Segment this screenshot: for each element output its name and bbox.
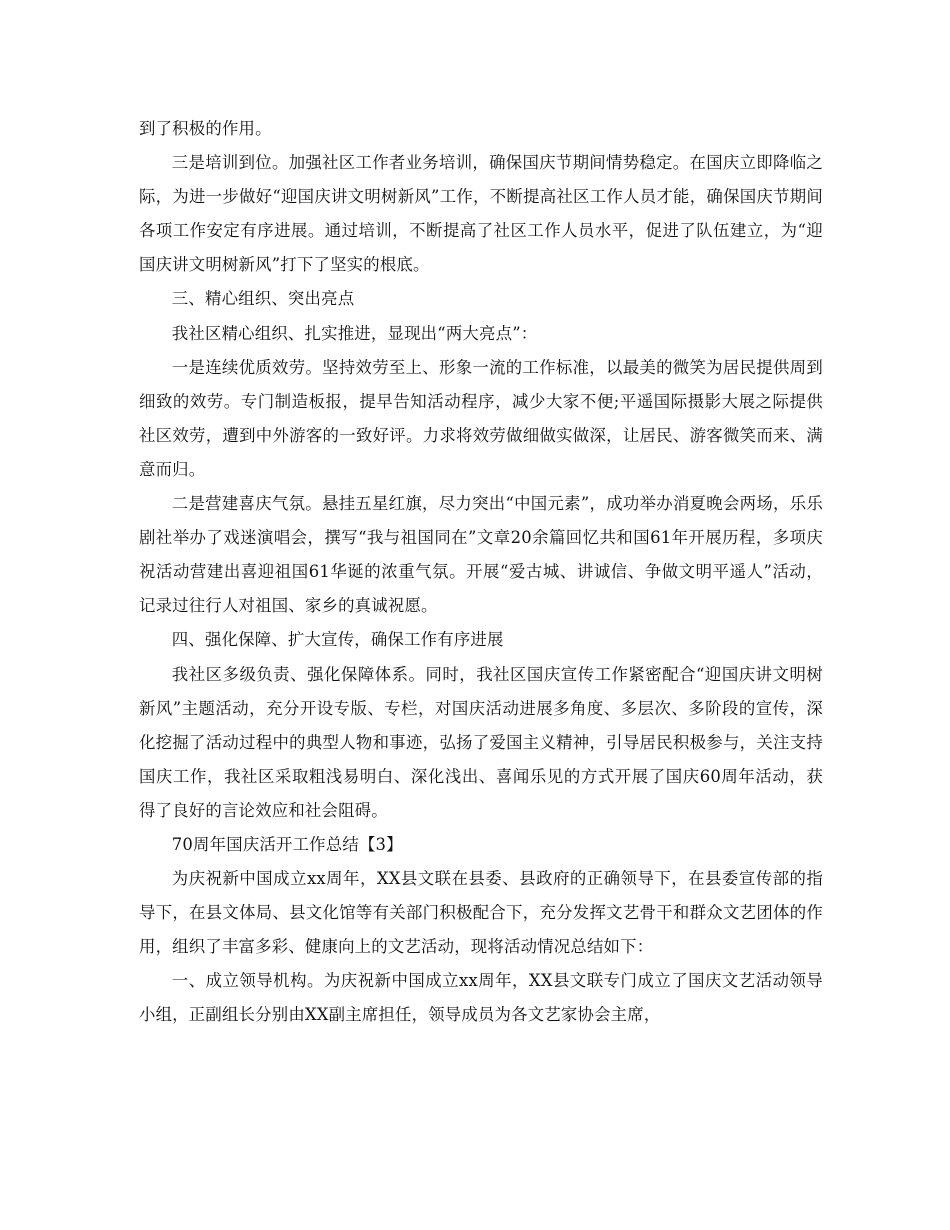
paragraph-service: 一是连续优质效劳。坚持效劳至上、形象一流的工作标准，以最美的微笑为居民提供周到细致的效劳。专门制造板报，提早告知活动程序，减少大家不便;平遥国际摄影大展之际提供社区效劳，遭到中外游客的一致好评。力求将效劳做细做实做深，让居民、游客微笑而来、满意而归。 <box>139 357 823 479</box>
document-body <box>139 112 823 1033</box>
paragraph-highlights-intro: 我社区精心组织、扎实推进，显现出“两大亮点”： <box>171 323 538 343</box>
paragraph-continuation: 到了积极的作用。 <box>139 119 272 138</box>
section-heading-4: 四、强化保障、扩大宣传，确保工作有序进展 <box>171 630 504 650</box>
section-heading-3: 三、精心组织、突出亮点 <box>171 289 355 309</box>
paragraph-leadership: 一、成立领导机构。为庆祝新中国成立xx周年，XX县文联专门成立了国庆文艺活动领导小组，正副组长分别由XX副主席担任，领导成员为各文艺家协会主席， <box>139 971 823 1025</box>
paragraph-training: 三是培训到位。加强社区工作者业务培训，确保国庆节期间情势稳定。在国庆立即降临之际，为进一步做好“迎国庆讲文明树新风”工作，不断提高社区工作人员才能，确保国庆节期间各项工作安定有序进展。通过培训，不断提高了社区工作人员水平，促进了队伍建立，为“迎国庆讲文明树新风”打下了坚实的根底。 <box>139 153 823 275</box>
paragraph-atmosphere: 二是营建喜庆气氛。悬挂五星红旗，尽力突出“中国元素”，成功举办消夏晚会两场，乐乐剧社举办了戏迷演唱会，撰写“我与祖国同在”文章20余篇回忆共和国61年开展历程，多项庆祝活动营建出喜迎祖国61华诞的浓重气氛。开展“爱古城、讲诚信、争做文明平遥人”活动，记录过往行人对祖国、家乡的真诚祝愿。 <box>139 494 823 616</box>
paragraph-publicity: 我社区多级负责、强化保障体系。同时，我社区国庆宣传工作紧密配合“迎国庆讲文明树新风”主题活动，充分开设专版、专栏，对国庆活动进展多角度、多层次、多阶段的宣传，深化挖掘了活动过程中的典型人物和事迹，弘扬了爱国主义精神，引导居民积极参与，关注支持国庆工作，我社区采取粗浅易明白、深化浅出、喜闻乐见的方式开展了国庆60周年活动，获得了良好的言论效应和社会阻碍。 <box>139 664 823 820</box>
paragraph-summary-intro: 为庆祝新中国成立xx周年，XX县文联在县委、县政府的正确领导下，在县委宣传部的指导下，在县文体局、县文化馆等有关部门积极配合下，充分发挥文艺骨干和群众文艺团体的作用，组织了丰富多彩、健康向上的文艺活动，现将活动情况总结如下： <box>139 869 823 957</box>
article-title-3: 70周年国庆活开工作总结【3】 <box>171 834 403 854</box>
